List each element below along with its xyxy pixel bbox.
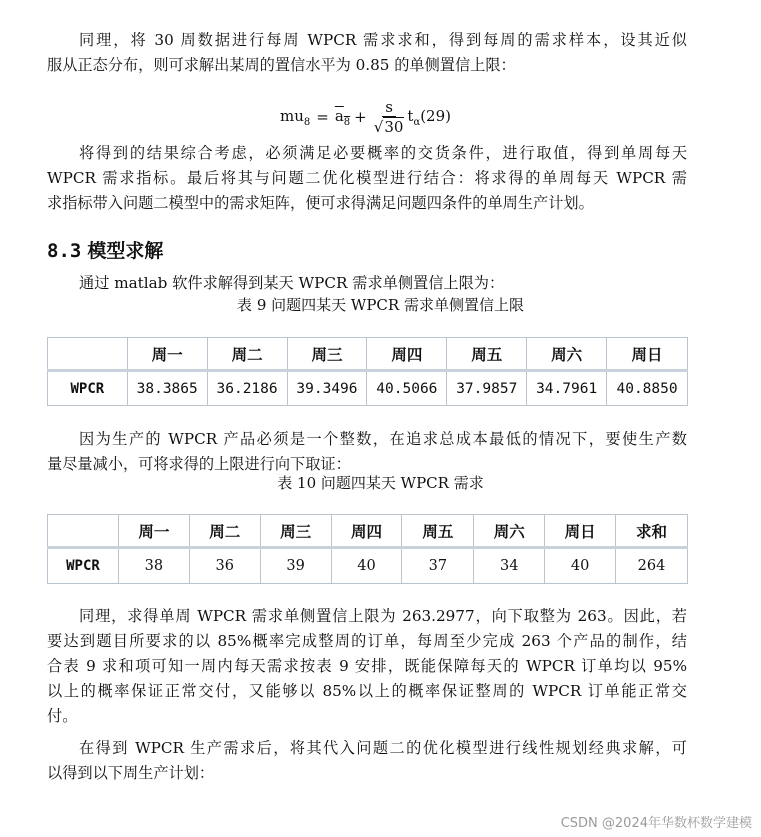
header-cell: 周二 <box>189 515 260 548</box>
header-cell: 周六 <box>527 338 607 371</box>
text-line: 以上的概率保证正常交付，又能够以 85%以上的概率保证整周的 WPCR 订单能正常交 <box>47 682 687 700</box>
table-cell: 38.3865 <box>127 371 207 406</box>
section-title: 模型求解 <box>87 240 164 262</box>
text-line: 因为生产的 WPCR 产品必须是一个整数，在追求总成本最低的情况下，要使生产数 <box>79 430 687 448</box>
table10 <box>47 514 688 584</box>
paragraph-summary <box>47 141 687 216</box>
text-line: 同理，求得单周 WPCR 需求单侧置信上限为 263.2977，向下取整为 263。因此，若 <box>79 607 687 625</box>
text-line: 在得到 WPCR 生产需求后，将其代入问题二的优化模型进行线性规划经典求解，可 <box>79 739 687 757</box>
header-cell <box>48 338 128 371</box>
paragraph-rounding <box>47 427 687 477</box>
header-cell: 周日 <box>545 515 616 548</box>
table-row <box>48 371 688 406</box>
table-cell: 40.5066 <box>367 371 447 406</box>
table-cell: 37 <box>402 548 474 584</box>
table-header-row <box>48 338 688 371</box>
header-cell: 周四 <box>367 338 447 371</box>
formula <box>280 94 451 140</box>
fraction-numerator: s <box>382 98 396 117</box>
fraction-denominator: √30 <box>373 117 404 136</box>
table-cell: 40.8850 <box>607 371 688 406</box>
table-cell: 38 <box>118 548 189 584</box>
text-line: 要达到题目所要求的以 85%概率完成整周的订单，每周至少完成 263 个产品的制作，结 <box>47 632 687 650</box>
formula-lhs: $mu_8$ <box>280 106 311 128</box>
section-heading <box>47 236 163 263</box>
table10-caption: 表 10 问题四某天 WPCR 需求 <box>277 474 484 492</box>
formula-fraction <box>374 98 405 137</box>
text-line: 以得到以下周生产计划： <box>47 764 215 782</box>
table9 <box>47 337 688 406</box>
table-cell: 39.3496 <box>287 371 367 406</box>
header-cell: 周一 <box>127 338 207 371</box>
table9-caption: 表 9 问题四某天 WPCR 需求单侧置信上限 <box>237 296 524 314</box>
table-cell: 36.2186 <box>207 371 287 406</box>
header-cell: 周一 <box>118 515 189 548</box>
header-cell: 周三 <box>260 515 331 548</box>
text-line: 将得到的结果综合考虑，必须满足必要概率的交货条件，进行取值，得到单周每天 <box>79 144 687 162</box>
paragraph-plan <box>47 736 687 786</box>
row-label: WPCR <box>48 548 119 584</box>
text-line: 同理，将 30 周数据进行每周 WPCR 需求求和，得到每周的需求样本，设其近似 <box>79 31 687 49</box>
table-cell: 40 <box>331 548 402 584</box>
header-cell: 周三 <box>287 338 367 371</box>
header-cell: 周二 <box>207 338 287 371</box>
section-number: 8.3 <box>47 240 82 262</box>
table-cell: 264 <box>616 548 688 584</box>
paragraph-intro <box>47 28 687 78</box>
header-cell: 周四 <box>331 515 402 548</box>
table-cell: 34.7961 <box>527 371 607 406</box>
text-line: 合表 9 求和项可知一周内每天需求按表 9 安排，既能保障每天的 WPCR 订单均以 95% <box>47 657 687 675</box>
table-header-row <box>48 515 688 548</box>
text-line: 量尽量减小，可将求得的上限进行向下取证： <box>47 455 351 473</box>
text-line: 付。 <box>47 707 78 725</box>
formula-mean: $a_8$ <box>334 106 351 128</box>
text-line: 求指标带入问题二模型中的需求矩阵，便可求得满足问题四条件的单周生产计划。 <box>47 194 594 212</box>
header-cell: 周五 <box>402 515 474 548</box>
text-line: WPCR 需求指标。最后将其与问题二优化模型进行结合：将求得的单周每天 WPCR 需 <box>47 169 687 187</box>
table-cell: 36 <box>189 548 260 584</box>
table-cell: 40 <box>545 548 616 584</box>
formula-plus: + <box>354 108 367 126</box>
text-line: 服从正态分布，则可求解出某周的置信水平为 0.85 的单侧置信上限： <box>47 56 516 74</box>
table-row <box>48 548 688 584</box>
row-label: WPCR <box>48 371 128 406</box>
table-cell: 37.9857 <box>447 371 527 406</box>
paragraph-weekly-result <box>47 604 687 729</box>
text-line: 通过 matlab 软件求解得到某天 WPCR 需求单侧置信上限为： <box>79 274 505 292</box>
header-cell: 周六 <box>474 515 545 548</box>
formula-t: $t_\alpha(29)$ <box>407 106 451 128</box>
table-cell: 39 <box>260 548 331 584</box>
header-cell <box>48 515 119 548</box>
watermark: CSDN @2024年华数杯数学建模 <box>560 816 752 831</box>
formula-equals: = <box>316 108 329 126</box>
table-cell: 34 <box>474 548 545 584</box>
header-cell: 周日 <box>607 338 688 371</box>
paragraph-matlab <box>47 271 687 296</box>
header-cell: 周五 <box>447 338 527 371</box>
header-cell: 求和 <box>616 515 688 548</box>
